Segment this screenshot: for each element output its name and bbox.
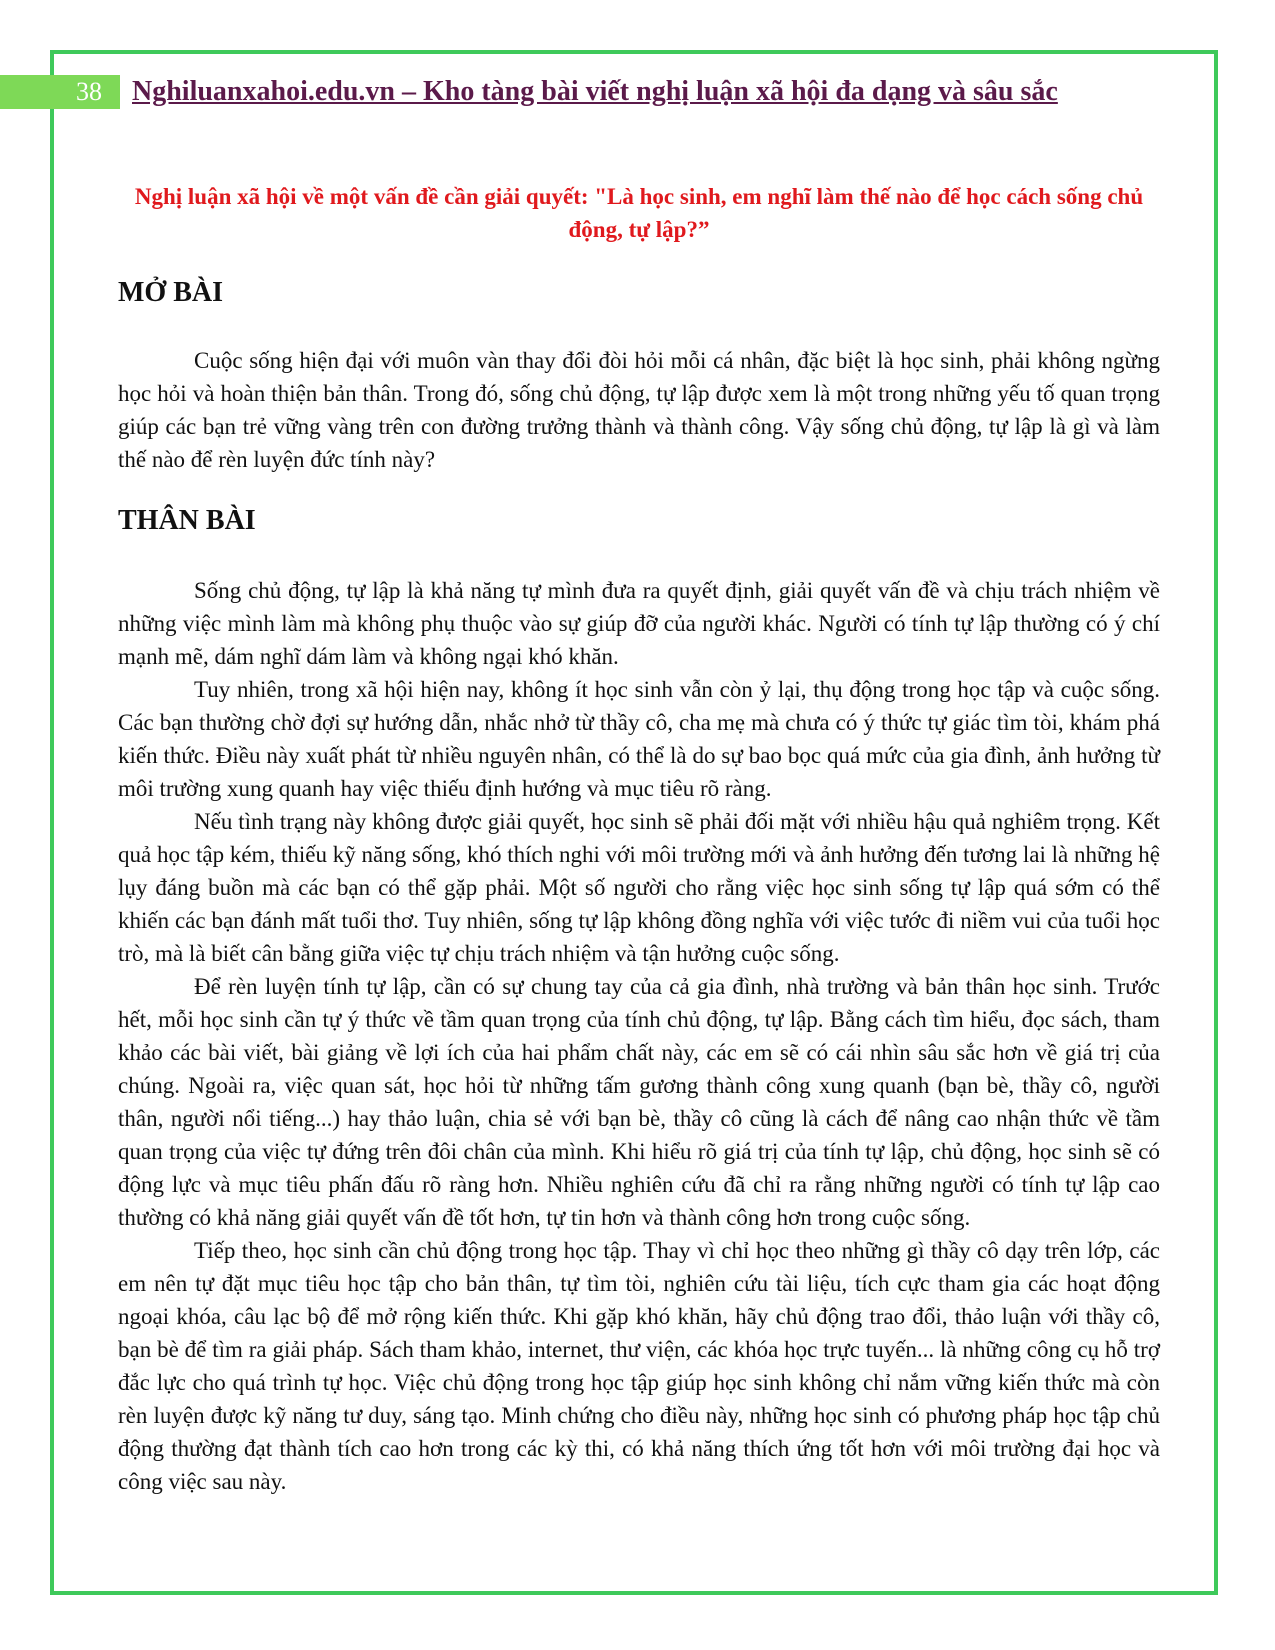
paragraph: Cuộc sống hiện đại với muôn vàn thay đổi đòi hỏi mỗi cá nhân, đặc biệt là học sinh, phải không ngừng học hỏi và hoàn thiện bản thân. Trong đó, sống chủ động, tự lập được xem là một trong những yếu tố quan trọng giúp các bạn trẻ vững vàng trên con đường trưởng thành và thành công. Vậy sống chủ động, tự lập là gì và làm thế nào để rèn luyện đức tính này? xyxy=(118,348,1160,472)
heading-mo-bai: MỞ BÀI xyxy=(118,277,223,308)
document-body xyxy=(118,180,1160,1498)
heading-than-bai: THÂN BÀI xyxy=(118,505,256,536)
page-number: 38 xyxy=(0,75,120,109)
paragraph: Để rèn luyện tính tự lập, cần có sự chung tay của cả gia đình, nhà trường và bản thân học sinh. Trước hết, mỗi học sinh cần tự ý thức về tầm quan trọng của tính chủ động, tự lập. Bằng cách tìm hiểu, đọc sách, tham khảo các bài viết, bài giảng về lợi ích của hai phẩm chất này, các em sẽ có cái nhìn sâu sắc hơn về giá trị của chúng. Ngoài ra, việc quan sát, học hỏi từ những tấm gương thành công xung quanh (bạn bè, thầy cô, người thân, người nổi tiếng...) hay thảo luận, chia sẻ với bạn bè, thầy cô cũng là cách để nâng cao nhận thức về tầm quan trọng của việc tự đứng trên đôi chân của mình. Khi hiểu rõ giá trị của tính tự lập, chủ động, học sinh sẽ có động lực và mục tiêu phấn đấu rõ ràng hơn. Nhiều nghiên cứu đã chỉ ra rằng những người có tính tự lập cao thường có khả năng giải quyết vấn đề tốt hơn, tự tin hơn và thành công hơn trong cuộc sống. xyxy=(118,974,1160,1230)
paragraph: Sống chủ động, tự lập là khả năng tự mình đưa ra quyết định, giải quyết vấn đề và chịu trách nhiệm về những việc mình làm mà không phụ thuộc vào sự giúp đỡ của người khác. Người có tính tự lập thường có ý chí mạnh mẽ, dám nghĩ dám làm và không ngại khó khăn. xyxy=(118,578,1160,669)
paragraph: Tuy nhiên, trong xã hội hiện nay, không ít học sinh vẫn còn ỷ lại, thụ động trong học tập và cuộc sống. Các bạn thường chờ đợi sự hướng dẫn, nhắc nhở từ thầy cô, cha mẹ mà chưa có ý thức tự giác tìm tòi, khám phá kiến thức. Điều này xuất phát từ nhiều nguyên nhân, có thể là do sự bao bọc quá mức của gia đình, ảnh hưởng từ môi trường xung quanh hay việc thiếu định hướng và mục tiêu rõ ràng. xyxy=(118,677,1160,801)
paragraph: Tiếp theo, học sinh cần chủ động trong học tập. Thay vì chỉ học theo những gì thầy cô dạy trên lớp, các em nên tự đặt mục tiêu học tập cho bản thân, tự tìm tòi, nghiên cứu tài liệu, tích cực tham gia các hoạt động ngoại khóa, câu lạc bộ để mở rộng kiến thức. Khi gặp khó khăn, hãy chủ động trao đổi, thảo luận với thầy cô, bạn bè để tìm ra giải pháp. Sách tham khảo, internet, thư viện, các khóa học trực tuyến... là những công cụ hỗ trợ đắc lực cho quá trình tự học. Việc chủ động trong học tập giúp học sinh không chỉ nắm vững kiến thức mà còn rèn luyện được kỹ năng tư duy, sáng tạo. Minh chứng cho điều này, những học sinh có phương pháp học tập chủ động thường đạt thành tích cao hơn trong các kỳ thi, có khả năng thích ứng tốt hơn với môi trường đại học và công việc sau này. xyxy=(118,1238,1160,1494)
document-title: Nghị luận xã hội về một vấn đề cần giải quyết: "Là học sinh, em nghĩ làm thế nào để học cách sống chủ động, tự lập?” xyxy=(134,184,1144,242)
paragraph: Nếu tình trạng này không được giải quyết, học sinh sẽ phải đối mặt với nhiều hậu quả nghiêm trọng. Kết quả học tập kém, thiếu kỹ năng sống, khó thích nghi với môi trường mới và ảnh hưởng đến tương lai là những hệ lụy đáng buồn mà các bạn có thể gặp phải. Một số người cho rằng việc học sinh sống tự lập quá sớm có thể khiến các bạn đánh mất tuổi thơ. Tuy nhiên, sống tự lập không đồng nghĩa với việc tước đi niềm vui của tuổi học trò, mà là biết cân bằng giữa việc tự chịu trách nhiệm và tận hưởng cuộc sống. xyxy=(118,809,1160,966)
site-header-title: Nghiluanxahoi.edu.vn – Kho tàng bài viết nghị luận xã hội đa dạng và sâu sắc xyxy=(132,76,1058,107)
